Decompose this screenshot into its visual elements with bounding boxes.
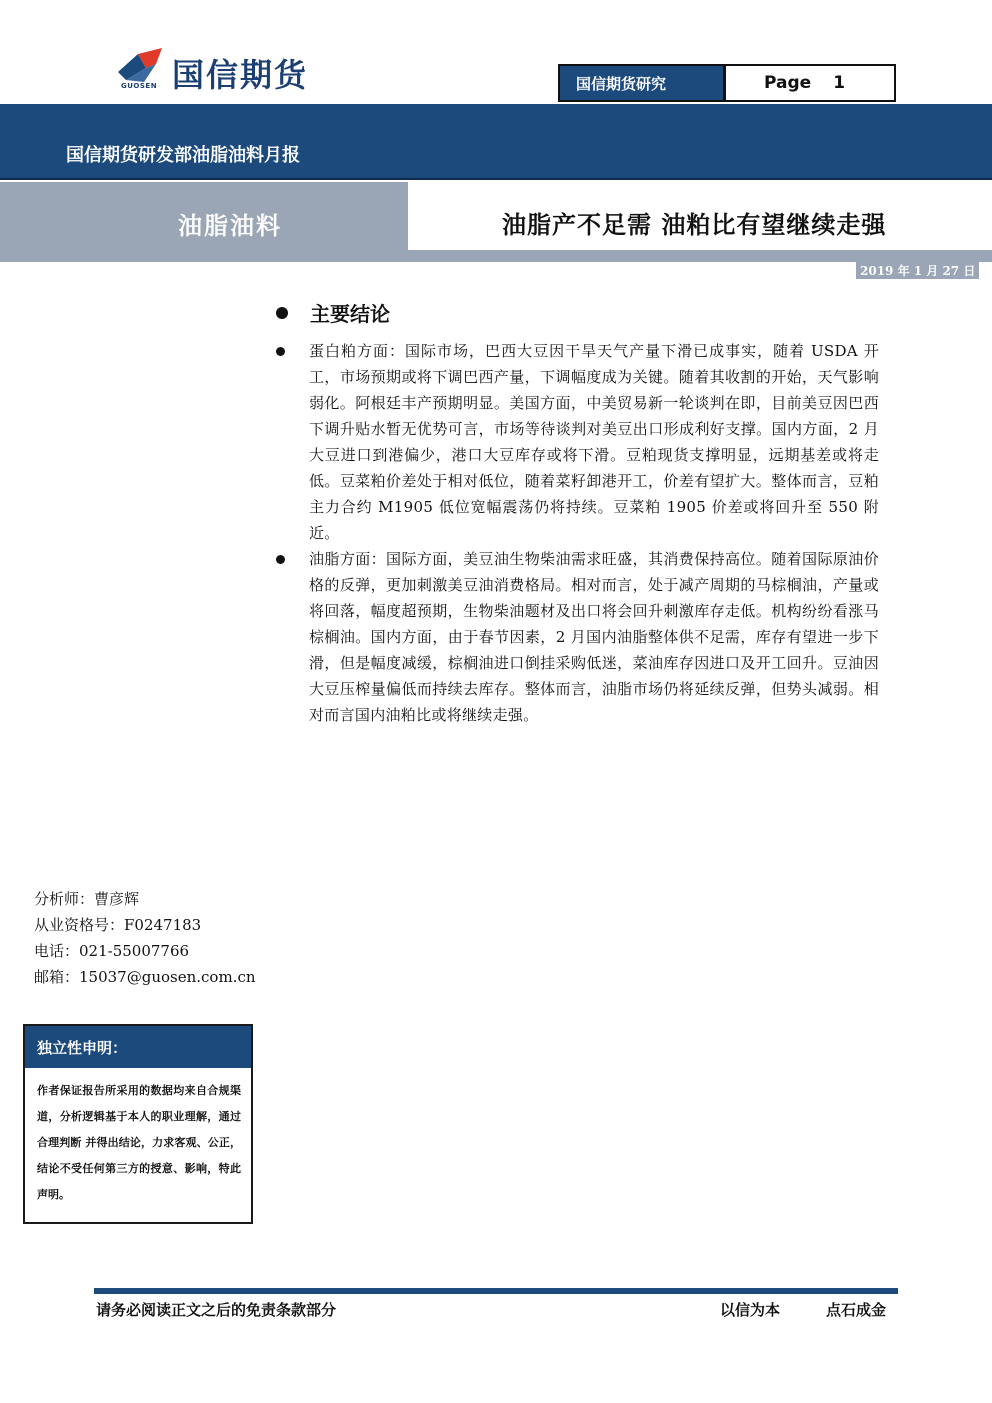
analyst-info (34, 886, 256, 990)
report-date: 2019 年 1 月 27 日 (856, 262, 979, 279)
footer-bar (94, 1288, 898, 1294)
company-logo-text: 国信期货 (172, 56, 309, 94)
analyst-email[interactable]: 邮箱：15037@guosen.com.cn (34, 968, 256, 986)
independence-body: 作者保证报告所采用的数据均来自合规渠道，分析逻辑基于本人的职业理解，通过合理判断 并得出结论，力求客观、公正，结论不受任何第三方的授意、影响，特此声明。 (37, 1084, 241, 1201)
paragraph-oils: 油脂方面：国际方面，美豆油生物柴油需求旺盛，其消费保持高位。随着国际原油价格的反弹，更加刺激美豆油消费格局。相对而言，处于减产周期的马棕榈油，产量或将回落，幅度超预期，生物柴油题材及出口将会回升刺激库存走低。机构纷纷看涨马棕榈油。国内方面，由于春节因素，2 月国内油脂整体供不足需，库存有望进一步下滑，但是幅度减缓，棕榈油进口倒挂采购低迷，菜油库存因进口及开工回升。豆油因大豆压榨量偏低而持续去库存。整体而言，油脂市场仍将延续反弹，但势头减弱。相对而言国内油粕比或将继续走强。 (309, 550, 879, 724)
analyst-license: 从业资格号：F0247183 (34, 916, 202, 934)
category-underline (408, 250, 992, 262)
bullet-icon (276, 555, 285, 564)
page-indicator (726, 66, 894, 100)
footer-disclaimer: 请务必阅读正文之后的免责条款部分 (96, 1301, 337, 1319)
bullet-icon (276, 307, 288, 319)
bullet-icon (276, 347, 285, 356)
paragraph-protein-meal: 蛋白粕方面：国际市场，巴西大豆因干旱天气产量下滑已成事实，随着 USDA 开工，市场预期或将下调巴西产量，下调幅度成为关键。随着其收割的开始，天气影响弱化。阿根廷丰产预期明显。美国方面，中美贸易新一轮谈判在即，目前美豆因巴西下调升贴水暂无优势可言，市场等待谈判对美豆出口形成利好支撑。国内方面，2 月大豆进口到港偏少，港口大豆库存或将下滑。豆粕现货支撑明显，远期基差或将走低。豆菜粕价差处于相对低位，随着菜籽卸港开工，价差有望扩大。整体而言，豆粕主力合约 M1905 低位宽幅震荡仍将持续。豆菜粕 1905 价差或将回升至 550 附近。 (309, 342, 879, 542)
list-item (276, 546, 886, 728)
research-label: 国信期货研究 (560, 66, 726, 100)
list-item (276, 338, 886, 546)
analyst-phone: 电话：021-55007766 (34, 942, 190, 960)
page-label: Page (764, 73, 812, 93)
independence-statement-box (23, 1024, 253, 1224)
research-page-box (558, 64, 896, 102)
independence-title: 独立性申明： (25, 1026, 251, 1068)
report-series-title: 国信期货研发部油脂油料月报 (66, 145, 300, 166)
page-number: 1 (833, 73, 846, 93)
section-heading (276, 298, 390, 327)
footer-slogan-2: 点石成金 (826, 1301, 887, 1319)
analyst-name: 分析师：曹彦辉 (34, 890, 140, 908)
company-logo-subtext: GUOSEN (121, 82, 158, 90)
footer-slogan-1: 以信为本 (720, 1301, 781, 1319)
section-title: 主要结论 (310, 302, 390, 326)
report-headline: 油脂产不足需 油粕比有望继续走强 (502, 210, 887, 239)
category-name: 油脂油料 (178, 211, 282, 240)
